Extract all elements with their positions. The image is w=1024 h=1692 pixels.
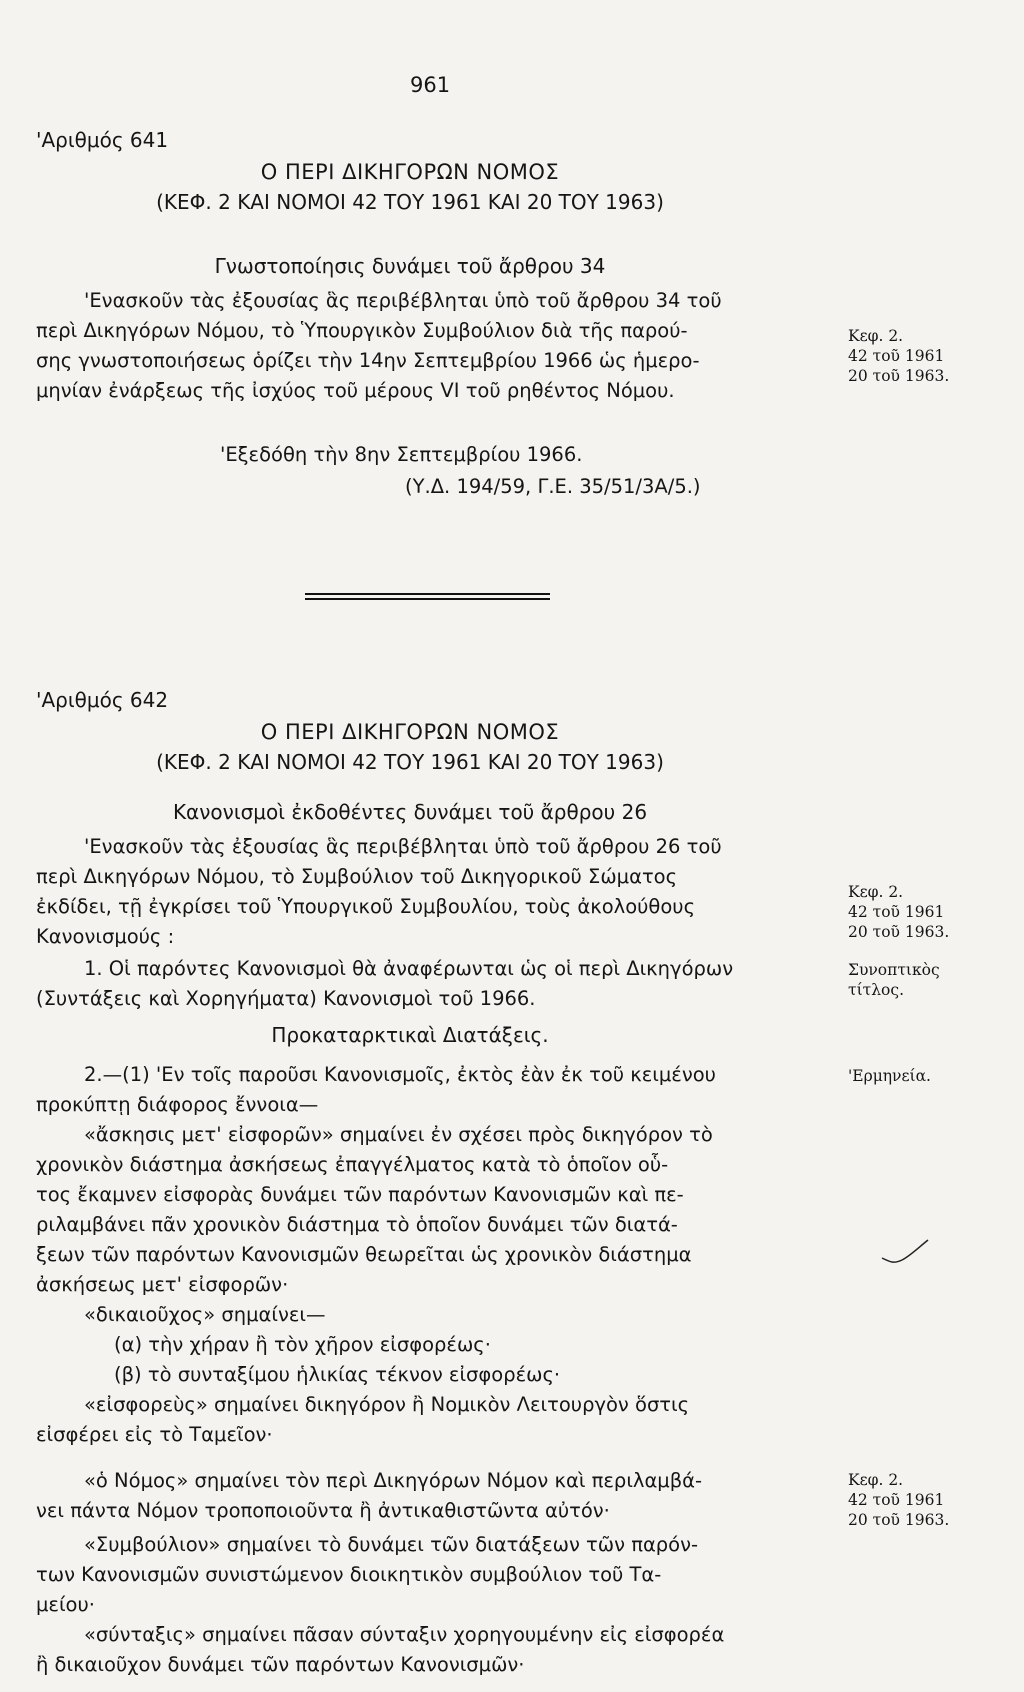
definition-line: «Συμβούλιον» σημαίνει τὸ δυνάμει τῶν διατάξεων τῶν παρόν-: [84, 1533, 699, 1556]
definition-line: ἀσκήσεως μετ' εἰσφορῶν·: [36, 1273, 289, 1296]
notice-642-intro: [36, 832, 826, 952]
notice-642-margin-intro: [848, 882, 949, 942]
notice-642-number: 'Αριθμός 642: [36, 688, 169, 712]
notice-641-chapter: (ΚΕΦ. 2 ΚΑΙ ΝΟΜΟΙ 42 ΤΟΥ 1961 ΚΑΙ 20 ΤΟΥ 1963): [156, 190, 664, 214]
intro-line: Κανονισμούς :: [36, 925, 175, 948]
definition-line: εἰσφέρει εἰς τὸ Ταμεῖον·: [36, 1423, 273, 1446]
section-1-line: 1. Οἱ παρόντες Κανονισμοὶ θὰ ἀναφέρωνται ὡς οἱ περὶ Δικηγόρων: [84, 957, 734, 980]
separator-rule: [305, 598, 550, 600]
notice-642-title: Ο ΠΕΡΙ ΔΙΚΗΓΟΡΩΝ ΝΟΜΟΣ: [260, 720, 560, 744]
definition-nomos-margin: [848, 1470, 949, 1530]
definition-line: «δικαιοῦχος» σημαίνει—: [84, 1303, 326, 1326]
section-1-margin: [848, 960, 940, 1000]
notice-641-issued: 'Εξεδόθη τὴν 8ην Σεπτεμβρίου 1966.: [220, 443, 583, 466]
margin-note-line: 42 τοῦ 1961: [848, 903, 945, 921]
notice-641-body-line: 'Ενασκοῦν τὰς ἐξουσίας ἃς περιβέβληται ὑπὸ τοῦ ἄρθρου 34 τοῦ: [84, 289, 722, 312]
notice-641-title: Ο ΠΕΡΙ ΔΙΚΗΓΟΡΩΝ ΝΟΜΟΣ: [260, 160, 560, 184]
definition-line: τος ἔκαμνεν εἰσφορὰς δυνάμει τῶν παρόντων Κανονισμῶν καὶ πε-: [36, 1183, 684, 1206]
definition-line: «εἰσφορεὺς» σημαίνει δικηγόρον ἢ Νομικὸν Λειτουργὸν ὅστις: [84, 1393, 690, 1416]
notice-641-body-line: περὶ Δικηγόρων Νόμου, τὸ Ὑπουργικὸν Συμβούλιον διὰ τῆς παρού-: [36, 319, 688, 342]
notice-641-body-line: μηνίαν ἐνάρξεως τῆς ἰσχύος τοῦ μέρους VI τοῦ ρηθέντος Νόμου.: [36, 379, 675, 402]
intro-line: ἐκδίδει, τῇ ἐγκρίσει τοῦ Ὑπουργικοῦ Συμβουλίου, τοὺς ἀκολούθους: [36, 895, 696, 918]
margin-note-line: 42 τοῦ 1961: [848, 1491, 945, 1509]
section-1-line: (Συντάξεις καὶ Χορηγήματα) Κανονισμοὶ τοῦ 1966.: [36, 987, 536, 1010]
notice-641-number: 'Αριθμός 641: [36, 128, 169, 152]
margin-note-line: 20 τοῦ 1963.: [848, 367, 950, 385]
intro-line: περὶ Δικηγόρων Νόμου, τὸ Συμβούλιον τοῦ Δικηγορικοῦ Σώματος: [36, 865, 678, 888]
section-2-line: 2.—(1) 'Εν τοῖς παροῦσι Κανονισμοῖς, ἐκτὸς ἐὰν ἐκ τοῦ κειμένου: [84, 1063, 716, 1086]
notice-641-body: [36, 286, 826, 406]
definition-eisforeus: [36, 1390, 826, 1450]
definition-item-b: (β) τὸ συνταξίμου ἡλικίας τέκνον εἰσφορέως·: [114, 1363, 561, 1386]
definition-line: των Κανονισμῶν συνιστώμενον διοικητικὸν συμβούλιον τοῦ Τα-: [36, 1563, 662, 1586]
notice-641-margin-note: [848, 326, 949, 386]
definition-line: ριλαμβάνει πᾶν χρονικὸν διάστημα τὸ ὁποῖον δυνάμει τῶν διατά-: [36, 1213, 678, 1236]
definition-symvoulion: [36, 1530, 826, 1620]
definition-item-a: (α) τὴν χήραν ἢ τὸν χῆρον εἰσφορέως·: [114, 1333, 491, 1356]
margin-note-line: Κεφ. 2.: [848, 327, 904, 345]
section-2: [36, 1060, 826, 1120]
notice-641-subtitle: Γνωστοποίησις δυνάμει τοῦ ἄρθρου 34: [214, 254, 606, 278]
notice-641-body-line: σης γνωστοποιήσεως ὁρίζει τὴν 14ην Σεπτεμβρίου 1966 ὡς ἡμερο-: [36, 349, 700, 372]
definition-nomos: [36, 1466, 826, 1526]
intro-line: 'Ενασκοῦν τὰς ἐξουσίας ἃς περιβέβληται ὑπὸ τοῦ ἄρθρου 26 τοῦ: [84, 835, 722, 858]
definition-line: νει πάντα Νόμον τροποποιοῦντα ἢ ἀντικαθιστῶντα αὐτόν·: [36, 1499, 610, 1522]
definition-syntaxis: [36, 1620, 826, 1680]
margin-note-line: Συνοπτικὸς: [848, 961, 940, 979]
heading-preliminary: Προκαταρκτικαὶ Διατάξεις.: [271, 1023, 549, 1047]
section-2-line: προκύπτῃ διάφορος ἔννοια—: [36, 1093, 319, 1116]
definition-line: «ἄσκησις μετ' εἰσφορῶν» σημαίνει ἐν σχέσει πρὸς δικηγόρον τὸ: [84, 1123, 713, 1146]
definition-line: ξεων τῶν παρόντων Κανονισμῶν θεωρεῖται ὡς χρονικὸν διάστημα: [36, 1243, 692, 1266]
margin-note-line: 20 τοῦ 1963.: [848, 923, 950, 941]
margin-note-line: Κεφ. 2.: [848, 1471, 904, 1489]
notice-642-chapter: (ΚΕΦ. 2 ΚΑΙ ΝΟΜΟΙ 42 ΤΟΥ 1961 ΚΑΙ 20 ΤΟΥ 1963): [156, 750, 664, 774]
definition-dikaiouxos: [36, 1300, 826, 1390]
section-2-margin: 'Ερμηνεία.: [848, 1067, 931, 1085]
handwritten-check-mark: [880, 1236, 930, 1266]
margin-note-line: 20 τοῦ 1963.: [848, 1511, 950, 1529]
definition-line: ἢ δικαιοῦχον δυνάμει τῶν παρόντων Κανονισμῶν·: [36, 1653, 525, 1676]
definition-line: χρονικὸν διάστημα ἀσκήσεως ἐπαγγέλματος κατὰ τὸ ὁποῖον οὗ-: [36, 1153, 669, 1176]
notice-641-reference: (Υ.Δ. 194/59, Γ.Ε. 35/51/3Α/5.): [405, 475, 701, 498]
definition-line: «σύνταξις» σημαίνει πᾶσαν σύνταξιν χορηγουμένην εἰς εἰσφορέα: [84, 1623, 725, 1646]
page-number: 961: [410, 73, 451, 97]
section-1: [36, 954, 826, 1014]
definition-askisis: [36, 1120, 826, 1300]
separator-rule: [305, 593, 550, 595]
margin-note-line: 42 τοῦ 1961: [848, 347, 945, 365]
notice-642-subtitle: Κανονισμοὶ ἐκδοθέντες δυνάμει τοῦ ἄρθρου 26: [172, 800, 648, 824]
margin-note-line: Κεφ. 2.: [848, 883, 904, 901]
definition-line: «ὁ Νόμος» σημαίνει τὸν περὶ Δικηγόρων Νόμον καὶ περιλαμβά-: [84, 1469, 703, 1492]
definition-line: μείου·: [36, 1593, 95, 1616]
margin-note-line: τίτλος.: [848, 981, 904, 999]
